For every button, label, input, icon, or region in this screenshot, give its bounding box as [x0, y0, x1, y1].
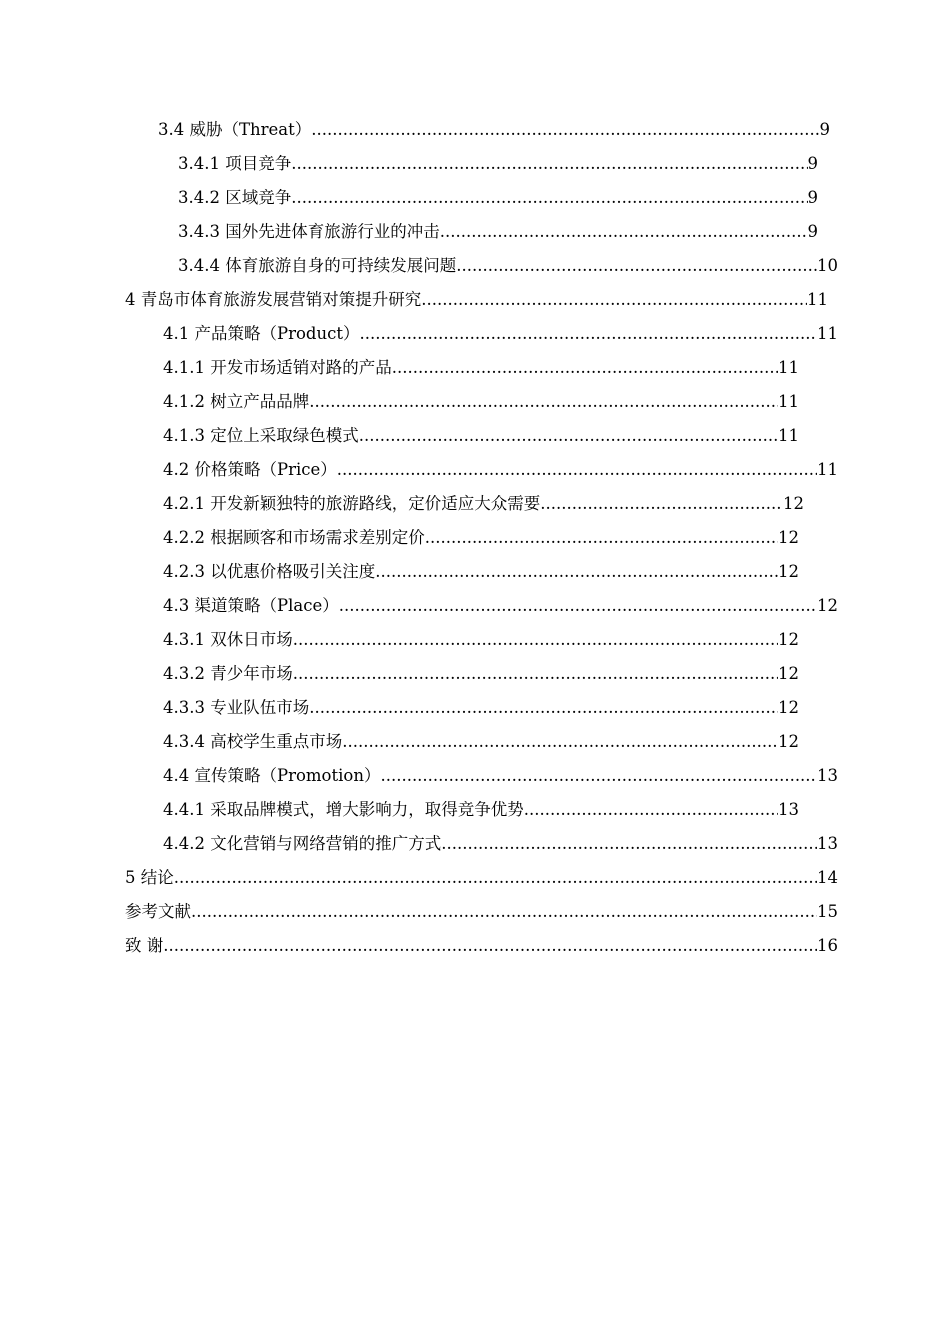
toc-leader-dots	[359, 424, 778, 448]
toc-leader-dots	[191, 900, 817, 924]
toc-entry-page: 9	[807, 154, 818, 173]
toc-entry[interactable]	[163, 798, 799, 822]
toc-entry-label: 4.3.4 高校学生重点市场	[163, 732, 343, 751]
toc-entry-page: 12	[778, 732, 799, 751]
toc-entry-label: 4.1.2 树立产品品牌	[163, 392, 310, 411]
toc-entry[interactable]	[163, 662, 799, 686]
toc-entry[interactable]	[178, 152, 818, 176]
toc-entry-label: 4.3.1 双休日市场	[163, 630, 293, 649]
toc-entry-label: 4.4.1 采取品牌模式，增大影响力，取得竞争优势	[163, 800, 524, 819]
toc-entry-label: 4.2.2 根据顾客和市场需求差别定价	[163, 528, 425, 547]
toc-entry[interactable]	[163, 526, 799, 550]
toc-leader-dots	[293, 628, 778, 652]
toc-leader-dots	[540, 492, 783, 516]
toc-leader-dots	[380, 764, 817, 788]
toc-entry[interactable]	[163, 458, 838, 482]
toc-entry[interactable]	[163, 696, 799, 720]
toc-entry-page: 13	[778, 800, 799, 819]
toc-leader-dots	[309, 696, 778, 720]
toc-entry-page: 12	[778, 698, 799, 717]
toc-entry[interactable]	[178, 254, 838, 278]
toc-entry[interactable]	[163, 730, 799, 754]
toc-entry[interactable]	[158, 118, 830, 142]
toc-entry-page: 14	[817, 868, 838, 887]
toc-entry[interactable]	[178, 186, 818, 210]
toc-entry-page: 11	[817, 324, 838, 343]
toc-entry-label: 3.4.3 国外先进体育旅游行业的冲击	[178, 222, 440, 241]
toc-leader-dots	[174, 866, 817, 890]
toc-entry-label: 4.3 渠道策略（Place）	[163, 596, 339, 615]
toc-entry[interactable]	[163, 560, 799, 584]
toc-leader-dots	[456, 254, 817, 278]
toc-leader-dots	[441, 832, 817, 856]
toc-entry-page: 12	[817, 596, 838, 615]
toc-entry-label: 4 青岛市体育旅游发展营销对策提升研究	[125, 290, 422, 309]
toc-leader-dots	[425, 526, 778, 550]
toc-entry-page: 13	[817, 834, 838, 853]
toc-entry-label: 4.1 产品策略（Product）	[163, 324, 360, 343]
toc-entry-page: 12	[778, 562, 799, 581]
toc-entry[interactable]	[125, 866, 838, 890]
toc-entry-page: 11	[778, 426, 799, 445]
toc-entry-page: 9	[807, 222, 818, 241]
toc-leader-dots	[309, 390, 778, 414]
toc-entry[interactable]	[163, 594, 838, 618]
toc-entry-page: 11	[817, 460, 838, 479]
toc-entry[interactable]	[163, 424, 799, 448]
toc-entry-label: 4.2.3 以优惠价格吸引关注度	[163, 562, 376, 581]
toc-entry-label: 4.2.1 开发新颖独特的旅游路线，定价适应大众需要	[163, 494, 541, 513]
toc-leader-dots	[337, 458, 817, 482]
toc-entry-label: 4.3.3 专业队伍市场	[163, 698, 310, 717]
toc-entry[interactable]	[125, 934, 838, 958]
toc-entry[interactable]	[125, 900, 838, 924]
toc-leader-dots	[392, 356, 778, 380]
toc-entry-page: 16	[817, 936, 838, 955]
toc-entry-page: 12	[783, 494, 804, 513]
toc-entry-label: 5 结论	[125, 868, 174, 887]
toc-entry-page: 11	[778, 358, 799, 377]
toc-leader-dots	[440, 220, 808, 244]
toc-leader-dots	[524, 798, 778, 822]
toc-leader-dots	[311, 118, 819, 142]
toc-entry-page: 11	[778, 392, 799, 411]
toc-leader-dots	[293, 662, 778, 686]
toc-entry-label: 4.2 价格策略（Price）	[163, 460, 337, 479]
toc-entry[interactable]	[125, 288, 828, 312]
toc-entry[interactable]	[163, 322, 838, 346]
toc-entry-page: 10	[817, 256, 838, 275]
toc-entry-label: 参考文献	[125, 902, 191, 921]
toc-entry-label: 3.4.2 区域竞争	[178, 188, 292, 207]
toc-leader-dots	[291, 186, 807, 210]
toc-leader-dots	[421, 288, 807, 312]
toc-entry-label: 4.1.3 定位上采取绿色模式	[163, 426, 359, 445]
toc-leader-dots	[359, 322, 817, 346]
toc-entry-label: 4.4.2 文化营销与网络营销的推广方式	[163, 834, 442, 853]
toc-leader-dots	[375, 560, 778, 584]
toc-entry[interactable]	[178, 220, 818, 244]
toc-entry-page: 13	[817, 766, 838, 785]
toc-entry-label: 3.4 威胁（Threat）	[158, 120, 312, 139]
toc-leader-dots	[339, 594, 817, 618]
toc-entry-label: 3.4.4 体育旅游自身的可持续发展问题	[178, 256, 457, 275]
toc-entry-label: 4.3.2 青少年市场	[163, 664, 293, 683]
toc-entry-page: 15	[817, 902, 838, 921]
toc-entry-page: 9	[807, 188, 818, 207]
toc-entry[interactable]	[163, 390, 799, 414]
toc-entry-page: 12	[778, 664, 799, 683]
toc-leader-dots	[163, 934, 817, 958]
toc-entry-label: 致 谢	[125, 936, 164, 955]
toc-entry[interactable]	[163, 628, 799, 652]
toc-entry-page: 12	[778, 630, 799, 649]
toc-entry[interactable]	[163, 492, 804, 516]
toc-entry-page: 12	[778, 528, 799, 547]
toc-entry-page: 9	[819, 120, 830, 139]
toc-entry-label: 4.1.1 开发市场适销对路的产品	[163, 358, 392, 377]
toc-entry[interactable]	[163, 832, 838, 856]
toc-entry[interactable]	[163, 356, 799, 380]
toc-entry-label: 3.4.1 项目竞争	[178, 154, 292, 173]
toc-entry-label: 4.4 宣传策略（Promotion）	[163, 766, 381, 785]
toc-leader-dots	[291, 152, 807, 176]
toc-entry[interactable]	[163, 764, 838, 788]
toc-entry-page: 11	[807, 290, 828, 309]
toc-leader-dots	[342, 730, 778, 754]
